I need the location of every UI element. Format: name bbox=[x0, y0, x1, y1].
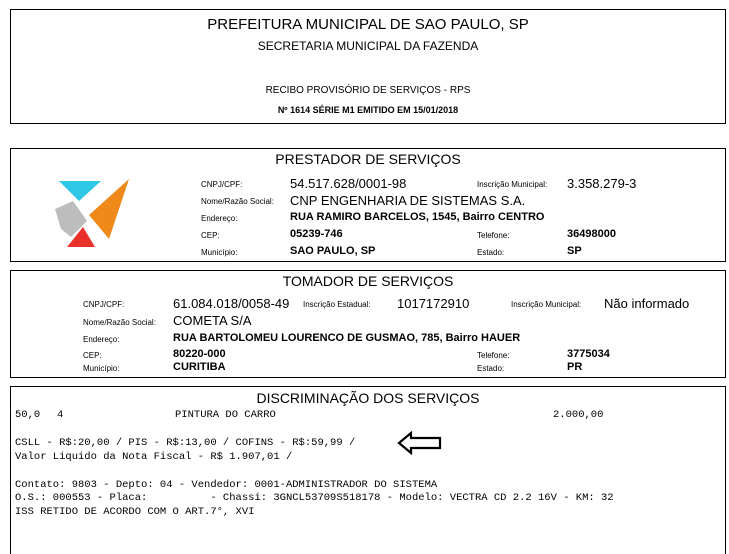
prestador-nome: CNP ENGENHARIA DE SISTEMAS S.A. bbox=[290, 193, 526, 208]
tomador-endereco: RUA BARTOLOMEU LOURENCO DE GUSMAO, 785, Bairro HAUER bbox=[173, 332, 521, 344]
os-line: O.S.: 000553 - Placa: - Chassi: 3GNCL53709S518178 - Modelo: VECTRA CD 2.2 16V - KM: 32 bbox=[15, 492, 614, 504]
prestador-municipio: SAO PAULO, SP bbox=[290, 245, 376, 257]
prestador-telefone: 36498000 bbox=[567, 228, 616, 240]
tomador-nome: COMETA S/A bbox=[173, 313, 252, 328]
header-box bbox=[10, 9, 726, 124]
item-code: 4 bbox=[57, 409, 64, 421]
prestador-telefone-label: Telefone: bbox=[477, 231, 510, 240]
tomador-estado-label: Estado: bbox=[477, 364, 505, 373]
tomador-nome-label: Nome/Razão Social: bbox=[83, 318, 156, 327]
contato-line: Contato: 9803 - Depto: 04 - Vendedor: 0001-ADMINISTRADOR DO SISTEMA bbox=[15, 479, 438, 491]
prestador-im-label: Inscrição Municipal: bbox=[477, 180, 548, 189]
prestador-estado: SP bbox=[567, 245, 582, 257]
tomador-cnpj-label: CNPJ/CPF: bbox=[83, 300, 125, 309]
tomador-title: TOMADOR DE SERVIÇOS bbox=[282, 273, 454, 289]
iss-line: ISS RETIDO DE ACORDO COM O ART.7°, XVI bbox=[15, 506, 255, 518]
tomador-im: Não informado bbox=[604, 296, 690, 311]
prestador-cep-label: CEP: bbox=[201, 231, 220, 240]
tomador-im-label: Inscrição Municipal: bbox=[511, 300, 582, 309]
tomador-estado: PR bbox=[567, 361, 583, 373]
item-description: PINTURA DO CARRO bbox=[175, 409, 276, 421]
tomador-municipio-label: Município: bbox=[83, 364, 120, 373]
taxes-line: CSLL - R$:20,00 / PIS - R$:13,00 / COFINS - R$:59,99 / bbox=[15, 437, 356, 449]
prestador-title: PRESTADOR DE SERVIÇOS bbox=[275, 151, 461, 167]
tomador-cep: 80220-000 bbox=[173, 348, 226, 360]
secretaria-title: SECRETARIA MUNICIPAL DA FAZENDA bbox=[257, 39, 479, 53]
doc-number: Nº 1614 SÉRIE M1 EMITIDO EM 15/01/2018 bbox=[277, 105, 459, 115]
tomador-ie: 1017172910 bbox=[397, 296, 470, 311]
tomador-municipio: CURITIBA bbox=[173, 361, 226, 373]
prestador-cep: 05239-746 bbox=[290, 228, 343, 240]
prestador-municipio-label: Município: bbox=[201, 248, 238, 257]
servicos-title: DISCRIMINAÇÃO DOS SERVIÇOS bbox=[256, 390, 480, 406]
item-value: 2.000,00 bbox=[553, 409, 604, 421]
tomador-telefone-label: Telefone: bbox=[477, 351, 510, 360]
prestador-nome-label: Nome/Razão Social: bbox=[201, 197, 274, 206]
company-logo bbox=[49, 179, 133, 249]
valor-liquido: Valor Liquido da Nota Fiscal - R$ 1.907,01 / bbox=[15, 451, 293, 463]
prestador-cnpj: 54.517.628/0001-98 bbox=[290, 176, 407, 191]
doc-type: RECIBO PROVISÓRIO DE SERVIÇOS - RPS bbox=[265, 85, 471, 96]
prestador-im: 3.358.279-3 bbox=[567, 176, 637, 191]
tomador-ie-label: Inscrição Estadual: bbox=[303, 300, 371, 309]
tomador-telefone: 3775034 bbox=[567, 348, 610, 360]
tomador-cep-label: CEP: bbox=[83, 351, 102, 360]
item-quantity: 50,0 bbox=[15, 409, 41, 421]
tomador-box bbox=[10, 270, 726, 378]
tomador-cnpj: 61.084.018/0058-49 bbox=[173, 296, 290, 311]
arrow-left-icon bbox=[397, 431, 443, 455]
prestador-endereco: RUA RAMIRO BARCELOS, 1545, Bairro CENTRO bbox=[290, 211, 545, 223]
prestador-box bbox=[10, 148, 726, 262]
prestador-cnpj-label: CNPJ/CPF: bbox=[201, 180, 243, 189]
prestador-endereco-label: Endereço: bbox=[201, 214, 238, 223]
city-title: PREFEITURA MUNICIPAL DE SAO PAULO, SP bbox=[207, 16, 529, 33]
servicos-box bbox=[10, 386, 726, 554]
prestador-estado-label: Estado: bbox=[477, 248, 505, 257]
tomador-endereco-label: Endereço: bbox=[83, 335, 120, 344]
